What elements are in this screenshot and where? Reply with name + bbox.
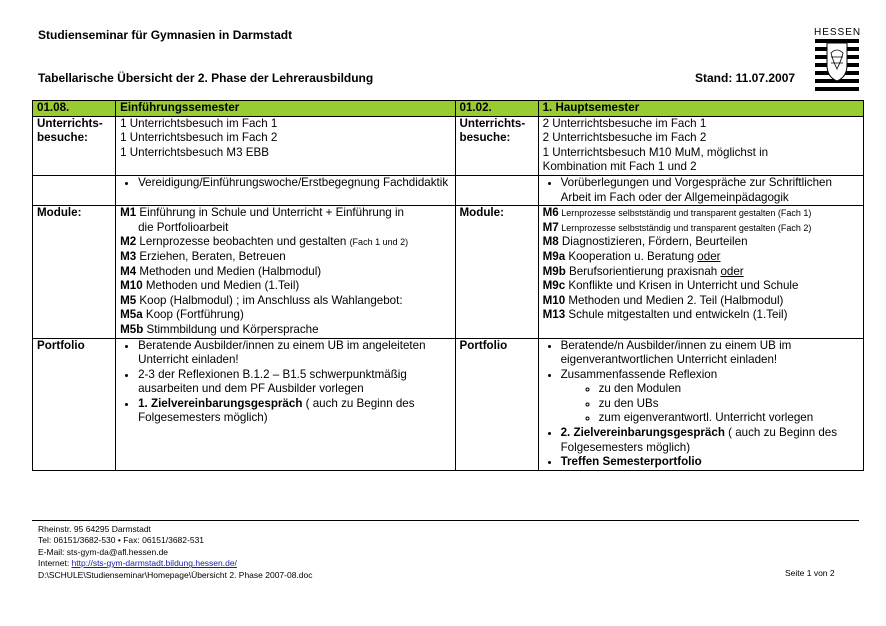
list-item: M4 Methoden und Medien (Halbmodul) bbox=[120, 264, 322, 278]
left-extra-cell bbox=[116, 175, 455, 205]
list-item: • 2-3 der Reflexionen B.1.2 – B1.5 schwerpunktmäßig ausarbeiten und dem PF Ausbilder vorlegen bbox=[138, 368, 450, 397]
list-item: • Treffen Semesterportfolio bbox=[561, 455, 859, 470]
logo-text: HESSEN bbox=[814, 27, 862, 38]
stand-date: Stand: 11.07.2007 bbox=[695, 71, 796, 85]
list-item: • Beratende Ausbilder/innen zu einem UB im angeleiteten Unterricht einladen! bbox=[138, 339, 450, 368]
list-item: • Vereidigung/Einführungswoche/Erstbegegnung Fachdidaktik bbox=[138, 176, 450, 191]
list-item: ◦ zu den UBs bbox=[599, 397, 859, 412]
footer-address: Rheinstr. 95 64295 Darmstadt bbox=[38, 524, 151, 534]
page-number: Seite 1 von 2 bbox=[785, 568, 835, 578]
list-item: M5a Koop (Fortführung) bbox=[120, 308, 244, 322]
right-portfolio-cell bbox=[538, 338, 863, 470]
list-item: M5 Koop (Halbmodul) ; im Anschluss als Wahlangebot: bbox=[120, 293, 403, 307]
right-extra-cell bbox=[538, 175, 863, 205]
document-subtitle: Tabellarische Übersicht der 2. Phase der Lehrerausbildung bbox=[38, 71, 374, 85]
right-semester-heading: 1. Hauptsemester bbox=[538, 101, 863, 117]
row-label-module: Module: bbox=[33, 206, 116, 338]
left-portfolio-cell bbox=[116, 338, 455, 470]
list-item: • 1. Zielvereinbarungsgespräch ( auch zu Beginn des Folgesemesters möglich) bbox=[138, 397, 450, 426]
list-item: M10 Methoden und Medien (1.Teil) bbox=[120, 279, 300, 293]
row-label-module-right: Module: bbox=[455, 206, 538, 338]
footer-email: E-Mail: sts-gym-da@afl.hessen.de bbox=[38, 546, 169, 557]
document-title: Studienseminar für Gymnasien in Darmstadt bbox=[38, 28, 293, 42]
list-item: • Zusammenfassende Reflexion ◦ zu den Modulen ◦ zu den UBs ◦ zum eigenverantwortl. Unterricht vorlegen bbox=[561, 368, 859, 426]
footer-divider bbox=[32, 520, 859, 521]
list-item: ◦ zu den Modulen bbox=[599, 382, 859, 397]
footer-file-path: D:\SCHULE\Studienseminar\Homepage\Übersicht 2. Phase 2007-08.doc bbox=[38, 569, 313, 580]
left-date: 01.08. bbox=[33, 101, 116, 117]
right-date: 01.02. bbox=[455, 101, 538, 117]
list-item: M8 Diagnostizieren, Fördern, Beurteilen bbox=[542, 235, 748, 249]
list-item: • 2. Zielvereinbarungsgespräch ( auch zu Beginn des Folgesemesters möglich) bbox=[561, 426, 859, 455]
list-item: M2 Lernprozesse beobachten und gestalten (Fach 1 und 2) bbox=[120, 235, 409, 249]
table-row-module bbox=[33, 206, 864, 338]
list-item: M10 Methoden und Medien 2. Teil (Halbmodul) bbox=[542, 293, 784, 307]
table-row-extras bbox=[33, 175, 864, 205]
list-item: M9a Kooperation u. Beratung oder bbox=[542, 249, 721, 263]
table-row-portfolio bbox=[33, 338, 864, 470]
table-row-unterrichtsbesuche bbox=[33, 116, 864, 175]
footer bbox=[38, 524, 313, 581]
list-item: • Vorüberlegungen und Vorgespräche zur Schriftlichen Arbeit im Fach oder der Allgemeinpädagogik bbox=[561, 176, 859, 205]
row-label-ub: Unterrichts- besuche: bbox=[33, 116, 116, 175]
row-label-portfolio-right: Portfolio bbox=[455, 338, 538, 470]
row-label-portfolio: Portfolio bbox=[33, 338, 116, 470]
list-item: M9c Konflikte und Krisen in Unterricht und Schule bbox=[542, 279, 799, 293]
footer-phone: Tel: 06151/3682-530 • Fax: 06151/3682-531 bbox=[38, 535, 205, 546]
list-item: M13 Schule mitgestalten und entwickeln (1.Teil) bbox=[542, 308, 788, 322]
row-label-ub-right: Unterrichts- besuche: bbox=[455, 116, 538, 175]
table-header-row bbox=[33, 101, 864, 117]
list-item: M3 Erziehen, Beraten, Betreuen bbox=[120, 249, 286, 263]
list-item: • Beratende/n Ausbilder/innen zu einem UB im eigenverantwortlichen Unterricht einladen! bbox=[561, 339, 859, 368]
list-item: M6 Lernprozesse selbstständig und transparent gestalten (Fach 1) bbox=[542, 206, 812, 220]
hessen-logo bbox=[814, 27, 860, 91]
list-item: M9b Berufsorientierung praxisnah oder bbox=[542, 264, 744, 278]
left-semester-heading: Einführungssemester bbox=[116, 101, 455, 117]
list-item: M7 Lernprozesse selbstständig und transparent gestalten (Fach 2) bbox=[542, 220, 812, 234]
list-item: M1 Einführung in Schule und Unterricht + Einführung in bbox=[120, 206, 404, 220]
footer-internet: Internet: http://sts-gym-darmstadt.bildung.hessen.de/ bbox=[38, 558, 237, 569]
right-ub-cell: 2 Unterrichtsbesuche im Fach 1 2 Unterrichtsbesuche im Fach 2 1 Unterrichtsbesuch M10 MuM, möglichst in Kombination mit Fach 1 und 2 bbox=[538, 116, 863, 175]
left-modules-cell bbox=[116, 206, 455, 338]
coat-of-arms-icon bbox=[815, 39, 859, 91]
list-item: ◦ zum eigenverantwortl. Unterricht vorlegen bbox=[599, 411, 859, 426]
list-item: die Portfolioarbeit bbox=[138, 220, 229, 234]
overview-table bbox=[32, 100, 864, 471]
website-link[interactable]: http://sts-gym-darmstadt.bildung.hessen.de/ bbox=[71, 558, 237, 569]
right-modules-cell bbox=[538, 206, 863, 338]
list-item: M5b Stimmbildung und Körpersprache bbox=[120, 322, 319, 336]
left-ub-cell: 1 Unterrichtsbesuch im Fach 1 1 Unterrichtsbesuch im Fach 2 1 Unterrichtsbesuch M3 EBB bbox=[116, 116, 455, 175]
